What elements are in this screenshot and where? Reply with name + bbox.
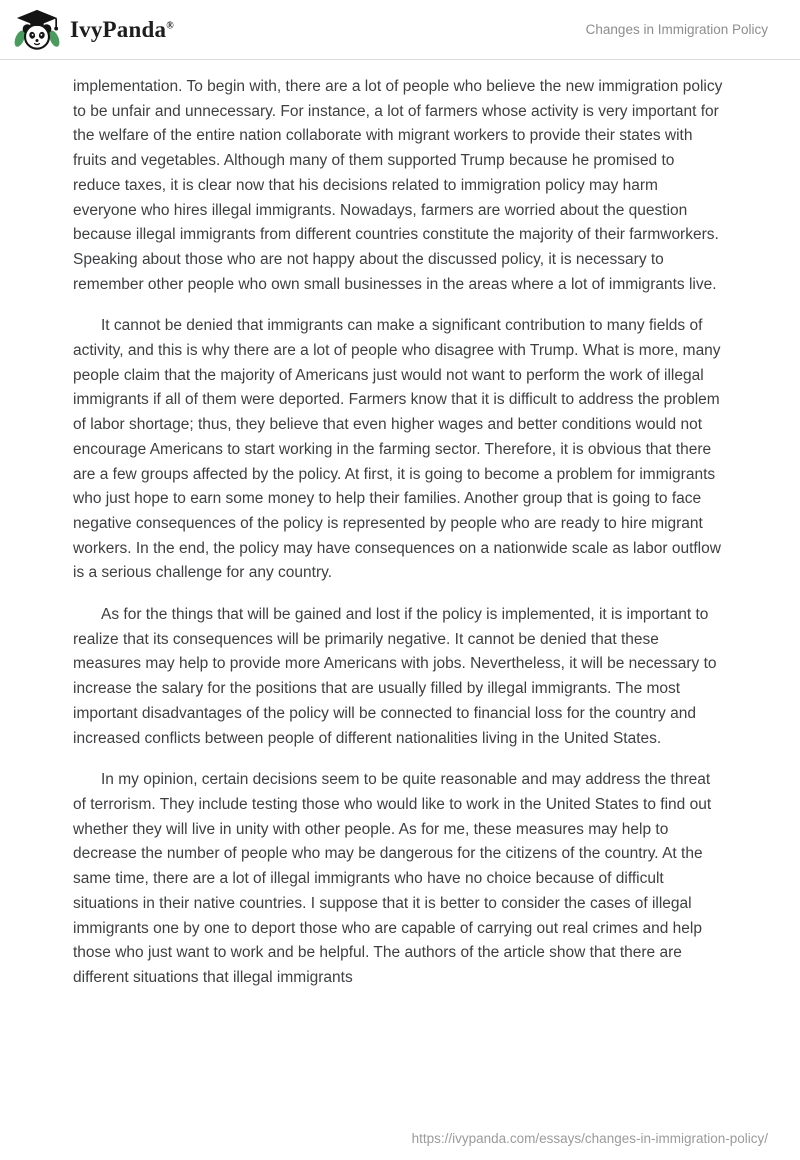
panda-graduation-cap-icon: [14, 7, 60, 53]
page-header: [0, 0, 800, 60]
source-url: https://ivypanda.com/essays/changes-in-immigration-policy/: [411, 1131, 768, 1146]
essay-paragraph: implementation. To begin with, there are a lot of people who believe the new immigration policy to be unfair and unnecessary. For instance, a lot of farmers whose activity is very important for the welfare of the entire nation collaborate with migrant workers to provide their states with fruits and vegetables. Although many of them supported Trump because he promised to reduce taxes, it is clear now that his decisions related to immigration policy may harm everyone who hires illegal immigrants. Nowadays, farmers are worried about the question because illegal immigrants from different countries constitute the majority of their farmworkers. Speaking about those who are not happy about the discussed policy, it is necessary to remember other people who own small businesses in the areas where a lot of immigrants live.: [73, 78, 723, 293]
registered-trademark-mark: ®: [166, 19, 174, 31]
brand-name: IvyPanda®: [70, 16, 174, 42]
ivypanda-logo: [14, 7, 174, 53]
essay-body: [0, 60, 800, 991]
essay-paragraph: It cannot be denied that immigrants can make a significant contribution to many fields of activity, and this is why there are a lot of people who disagree with Trump. What is more, many people claim that the majority of Americans just would not want to perform the work of illegal immigrants if all of them were deported. Farmers know that it is difficult to address the problem of labor shortage; thus, they believe that even higher wages and better conditions would not encourage Americans to start working in the farming sector. Therefore, it is obvious that there are a few groups affected by the policy. At first, it is going to become a problem for immigrants who just hope to earn some money to help their families. Another group that is going to face negative consequences of the policy is represented by people who are ready to hire migrant workers. In the end, the policy may have consequences on a nationwide scale as labor outflow is a serious challenge for any country.: [73, 317, 721, 582]
essay-paragraph: In my opinion, certain decisions seem to be quite reasonable and may address the threat of terrorism. They include testing those who would like to work in the United States to find out whether they will live in unity with other people. As for me, these measures may help to decrease the number of people who may be dangerous for the citizens of the country. At the same time, there are a lot of illegal immigrants who have no choice because of difficult situations in their native countries. I suppose that it is better to consider the cases of illegal immigrants one by one to deport those who are capable of carrying out real crimes and help those who just want to work and be helpful. The authors of the article show that there are different situations that illegal immigrants: [73, 771, 712, 986]
document-title: Changes in Immigration Policy: [585, 22, 768, 37]
essay-paragraph: As for the things that will be gained and lost if the policy is implemented, it is important to realize that its consequences will be primarily negative. It cannot be denied that these measures may help to provide more Americans with jobs. Nevertheless, it will be necessary to increase the salary for the positions that are usually filled by illegal immigrants. The most important disadvantages of the policy will be connected to financial loss for the country and increased conflicts between people of different nationalities living in the United States.: [73, 606, 717, 747]
